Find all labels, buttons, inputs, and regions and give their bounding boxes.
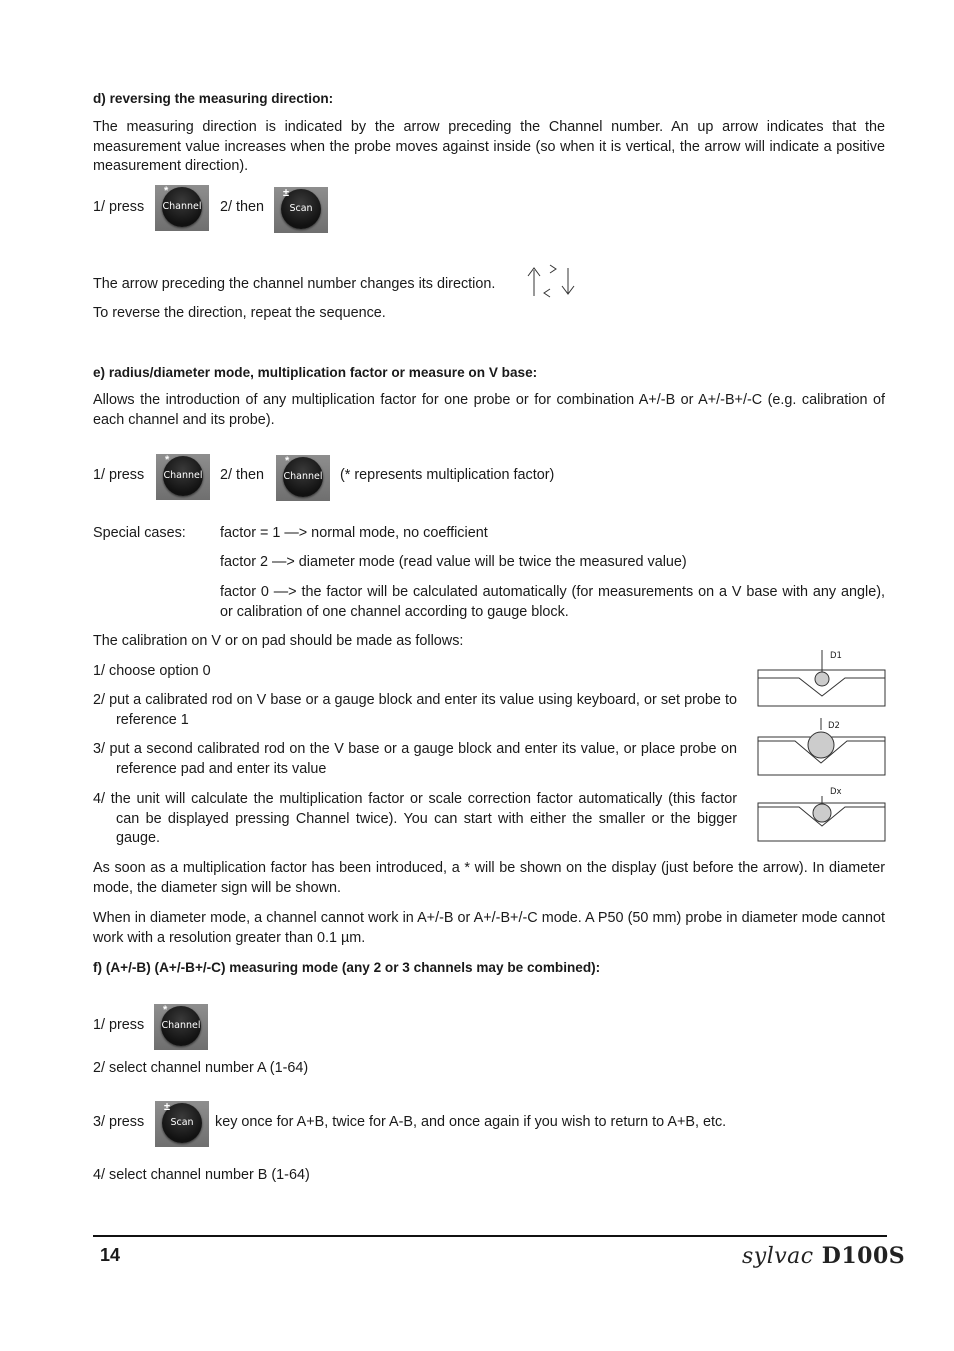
channel-key-label: Channel [283, 471, 323, 482]
section-e-heading: e) radius/diameter mode, multiplication factor or measure on V base: [93, 365, 538, 380]
channel-key-label: Channel [163, 470, 203, 481]
special-cases-label: Special cases: [93, 525, 186, 541]
section-f-step1-label: 1/ press [93, 1017, 145, 1033]
factor-note: (* represents multiplication factor) [340, 467, 555, 483]
scan-key-label: Scan [170, 1117, 194, 1128]
section-f-step2: 2/ select channel number A (1-64) [93, 1060, 309, 1076]
v-base-diagram [755, 648, 889, 848]
section-e-step2-label: 2/ then [220, 467, 265, 483]
diagram-label-d1: D1 [830, 651, 842, 661]
star-mark: * [163, 1004, 168, 1016]
scan-key-icon [274, 187, 328, 233]
star-mark: * [285, 455, 290, 467]
section-f-heading: f) (A+/-B) (A+/-B+/-C) measuring mode (any 2 or 3 channels may be combined): [93, 960, 601, 975]
channel-key-icon [276, 455, 330, 501]
calibration-step-2: 2/ put a calibrated rod on V base or a gauge block and enter its value using keyboard, or set probe to reference 1 [93, 692, 737, 728]
star-mark: * [165, 454, 170, 466]
direction-arrows-icon [522, 262, 582, 302]
diameter-mode-note: When in diameter mode, a channel cannot work in A+/-B or A+/-B+/-C mode. A P50 (50 mm) probe in diameter mode cannot work with a resolution greater than 0.1 µm. [93, 910, 885, 946]
section-d-step2-label: 2/ then [220, 199, 265, 215]
section-e-paragraph: Allows the introduction of any multiplication factor for one probe or for combination A+/-B or A+/-B+/-C (e.g. calibration of each channel and its probe). [93, 392, 885, 428]
section-d-heading: d) reversing the measuring direction: [93, 91, 334, 106]
calibration-intro: The calibration on V or on pad should be made as follows: [93, 633, 464, 649]
section-f-step4: 4/ select channel number B (1-64) [93, 1167, 310, 1183]
channel-key-icon [155, 185, 209, 231]
arrow-change-text: The arrow preceding the channel number changes its direction. [93, 276, 496, 292]
channel-key-label: Channel [161, 1020, 201, 1031]
multiplication-note: As soon as a multiplication factor has been introduced, a * will be shown on the display (just before the arrow). In diameter mode, the diameter sign will be shown. [93, 860, 885, 896]
brand-logo [742, 1243, 905, 1269]
page-number: 14 [100, 1245, 121, 1265]
plusminus-mark: ± [283, 187, 290, 199]
star-mark: * [164, 185, 169, 197]
footer-rule [93, 1235, 887, 1237]
channel-key-icon [154, 1004, 208, 1050]
scan-key-label: Scan [289, 203, 313, 214]
calibration-step-3: 3/ put a second calibrated rod on the V base or a gauge block and enter its value, or place probe on reference pad and enter its value [93, 741, 737, 777]
section-f-step3-text: key once for A+B, twice for A-B, and once again if you wish to return to A+B, etc. [215, 1114, 727, 1130]
scan-key-icon [155, 1101, 209, 1147]
special-case-3: factor 0 —> the factor will be calculated automatically (for measurements on a V base with any angle), or calibration of one channel according to gauge block. [220, 584, 885, 620]
section-f-step3-label: 3/ press [93, 1114, 145, 1130]
repeat-text: To reverse the direction, repeat the sequence. [93, 305, 386, 321]
section-d-paragraph: The measuring direction is indicated by the arrow preceding the Channel number. An up arrow indicates that the measurement value increases when the probe moves against inside (so when it is vertical, the arrow will indicate a positive measurement direction). [93, 119, 885, 174]
section-e-step1-label: 1/ press [93, 467, 145, 483]
diagram-label-dx: Dx [830, 787, 842, 797]
channel-key-label: Channel [162, 201, 202, 212]
calibration-step-1: 1/ choose option 0 [93, 663, 211, 679]
channel-key-icon [156, 454, 210, 500]
brand-name: sylvac [742, 1244, 814, 1269]
special-case-2: factor 2 —> diameter mode (read value will be twice the measured value) [220, 554, 687, 570]
special-case-1: factor = 1 —> normal mode, no coefficient [220, 525, 488, 541]
brand-model: D100S [821, 1243, 906, 1269]
plusminus-mark: ± [164, 1101, 171, 1113]
calibration-step-4: 4/ the unit will calculate the multiplication factor or scale correction factor automatically (this factor can be displayed pressing Channel twice). You can start with either the smaller or the bigger gauge. [93, 791, 737, 846]
section-d-step1-label: 1/ press [93, 199, 145, 215]
diagram-label-d2: D2 [828, 721, 840, 731]
